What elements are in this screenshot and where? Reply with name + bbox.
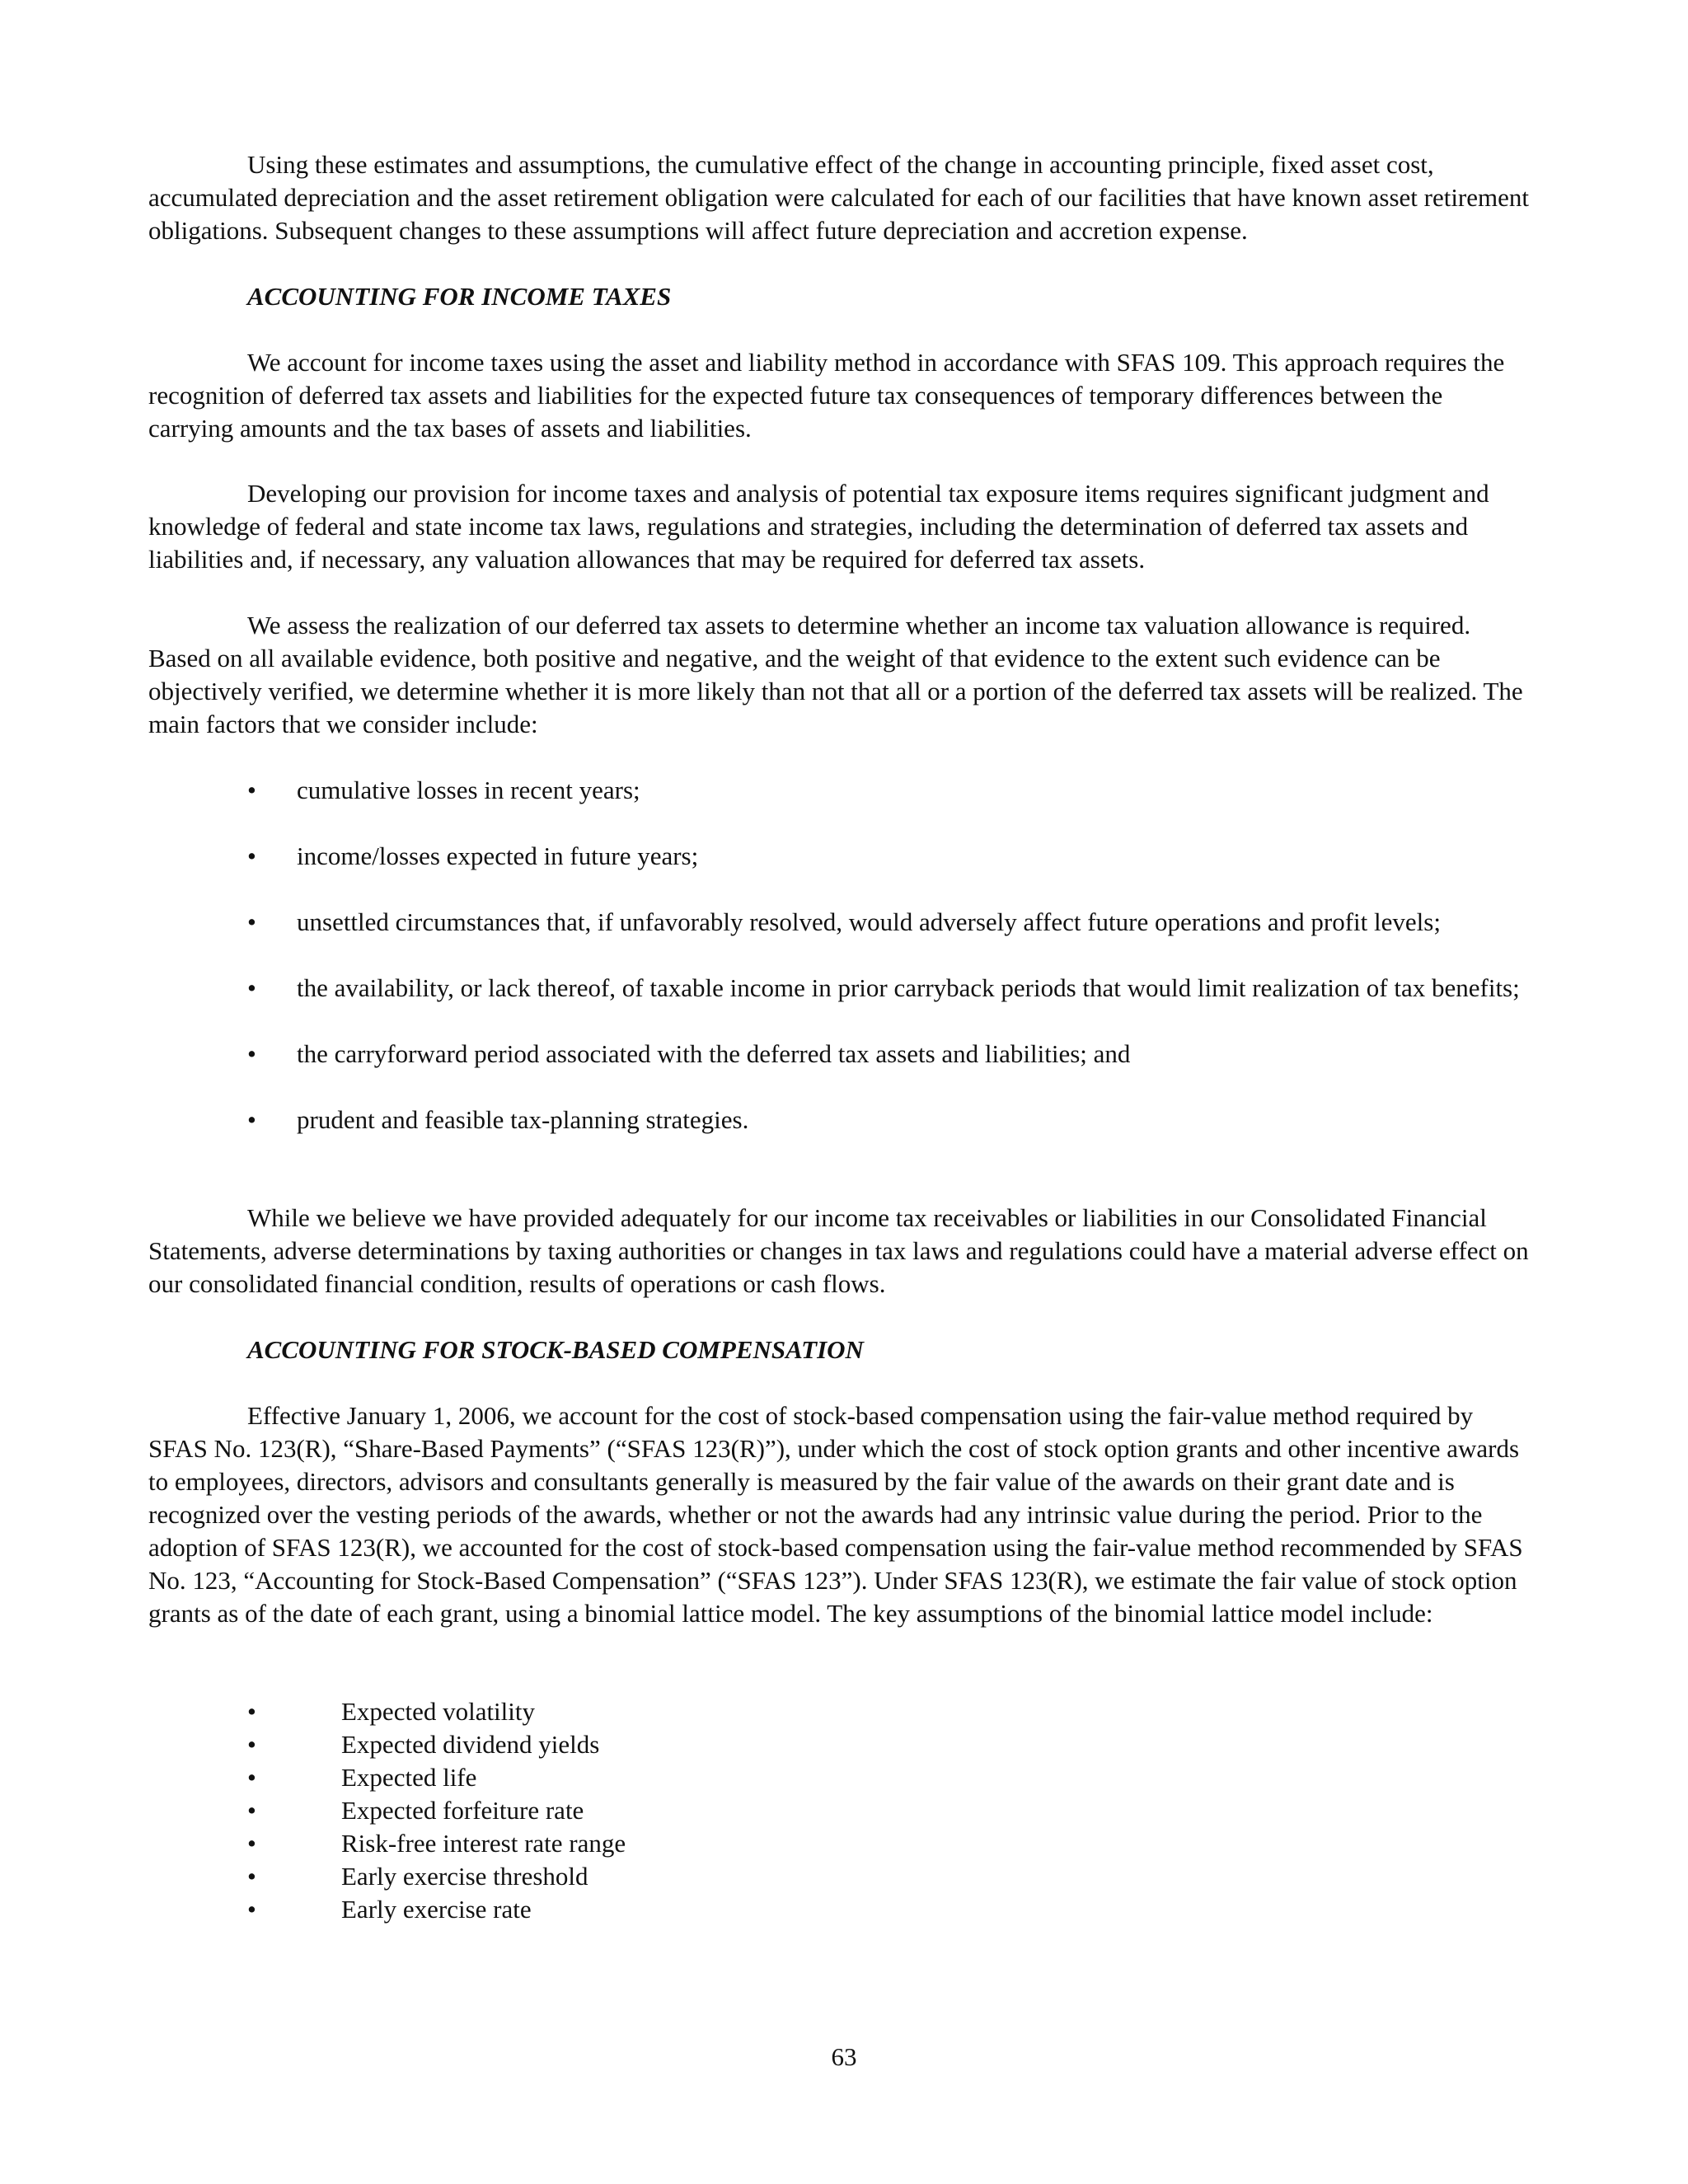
page-number: 63 bbox=[831, 2042, 857, 2071]
list-item: • the carryforward period associated with the deferred tax assets and liabilities; and bbox=[247, 1038, 1533, 1071]
paragraph-deferred-tax-realization: We assess the realization of our deferred tax assets to determine whether an income tax valuation allowance is required. Based on all available evidence, both positive and negative, and the weight of that evidence to the extent such evidence can be objectively verified, we determine whether it is more likely than not that all or a portion of the deferred tax assets will be realized. The main factors that we consider include: bbox=[148, 611, 1523, 738]
list-item: • the availability, or lack thereof, of taxable income in prior carryback periods that would limit realization of tax benefits; bbox=[247, 972, 1533, 1005]
list-item: • prudent and feasible tax-planning strategies. bbox=[247, 1104, 1533, 1137]
paragraph-tax-provision: Developing our provision for income taxes and analysis of potential tax exposure items requires significant judgment and knowledge of federal and state income tax laws, regulations and strategies, including the determination of deferred tax assets and liabilities and, if necessary, any valuation allowances that may be required for deferred tax assets. bbox=[148, 479, 1489, 574]
list-item: • Expected forfeiture rate bbox=[247, 1794, 1484, 1827]
paragraph-tax-receivables: While we believe we have provided adequately for our income tax receivables or liabilities in our Consolidated Financial Statements, adverse determinations by taxing authorities or changes in tax laws and regulations could have a material adverse effect on our consolidated financial condition, results of operations or cash flows. bbox=[148, 1203, 1529, 1298]
list-item: • cumulative losses in recent years; bbox=[247, 774, 1533, 807]
paragraph-stock-compensation: Effective January 1, 2006, we account for the cost of stock-based compensation using the fair-value method required by SFAS No. 123(R), “Share-Based Payments” (“SFAS 123(R)”), under which the cost of stock option grants and other incentive awards to employees, directors, advisors and consultants generally is measured by the fair value of the awards on their grant date and is recognized over the vesting periods of the awards, whether or not the awards had any intrinsic value during the period. Prior to the adoption of SFAS 123(R), we accounted for the cost of stock-based compensation using the fair-value method recommended by SFAS No. 123, “Accounting for Stock-Based Compensation” (“SFAS 123”). Under SFAS 123(R), we estimate the fair value of stock option grants as of the date of each grant, using a binomial lattice model. The key assumptions of the binomial lattice model include: bbox=[148, 1401, 1523, 1628]
list-item: • Early exercise rate bbox=[247, 1893, 1484, 1926]
heading-income-taxes: ACCOUNTING FOR INCOME TAXES bbox=[247, 282, 672, 311]
list-item: • Early exercise threshold bbox=[247, 1860, 1484, 1893]
list-item: • Expected life bbox=[247, 1761, 1484, 1794]
list-item: • Expected volatility bbox=[247, 1695, 1484, 1728]
lattice-assumption-list bbox=[247, 1695, 1484, 1926]
paragraph-asset-retirement: Using these estimates and assumptions, the cumulative effect of the change in accounting principle, fixed asset cost, accumulated depreciation and the asset retirement obligation were calculated for each of our facilities that have known asset retirement obligations. Subsequent changes to these assumptions will affect future depreciation and accretion expense. bbox=[148, 150, 1529, 245]
list-item: • unsettled circumstances that, if unfavorably resolved, would adversely affect future operations and profit levels; bbox=[247, 906, 1533, 939]
list-item: • income/losses expected in future years; bbox=[247, 840, 1533, 873]
paragraph-income-tax-method: We account for income taxes using the asset and liability method in accordance with SFAS 109. This approach requires the recognition of deferred tax assets and liabilities for the expected future tax consequences of temporary differences between the carrying amounts and the tax bases of assets and liabilities. bbox=[148, 348, 1505, 443]
tax-factor-list bbox=[247, 774, 1533, 1169]
list-item: • Risk-free interest rate range bbox=[247, 1827, 1484, 1860]
heading-stock-compensation: ACCOUNTING FOR STOCK-BASED COMPENSATION bbox=[247, 1335, 864, 1364]
list-item: • Expected dividend yields bbox=[247, 1728, 1484, 1761]
